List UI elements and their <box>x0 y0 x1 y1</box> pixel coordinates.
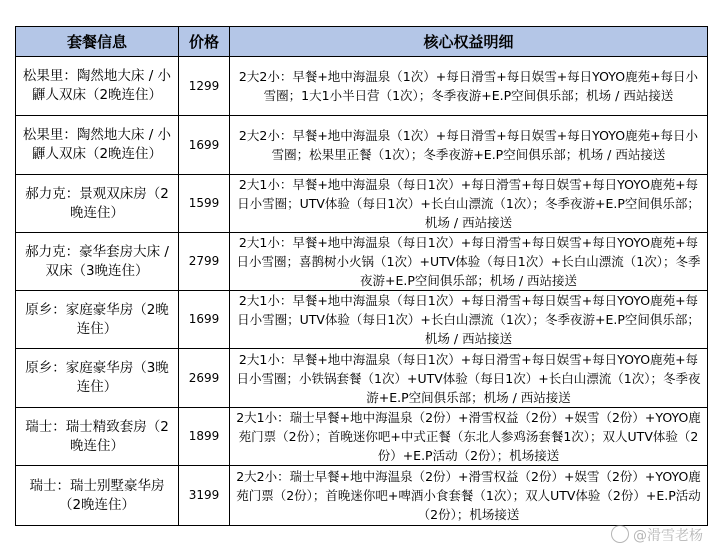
benefits-cell: 2大1小：早餐+地中海温泉（每日1次）+每日滑雪+每日娱雪+每日YOYO鹿苑+每日小雪圈；小铁锅套餐（1次）+UTV体验（每日1次）+长白山漂流（1次）；冬季夜游+E.P空间俱乐部；机场 / 西站接送 <box>230 349 708 408</box>
header-price: 价格 <box>179 27 230 57</box>
header-package: 套餐信息 <box>16 27 179 57</box>
price-cell: 1599 <box>179 175 230 233</box>
benefits-cell: 2大1小：瑞士早餐+地中海温泉（2份）+滑雪权益（2份）+娱雪（2份）+YOYO鹿苑门票（2份）；首晚迷你吧+中式正餐（东北人参鸡汤套餐1次）；双人UTV体验（2份）+E.P活动（2份）；机场接送 <box>230 408 708 466</box>
package-cell: 郝力克：景观双床房（2晚连住） <box>16 175 179 233</box>
package-cell: 松果里：陶然地大床 / 小鼲人双床（2晚连住） <box>16 57 179 116</box>
table-row <box>16 408 708 466</box>
table-row <box>16 233 708 291</box>
table-row <box>16 175 708 233</box>
price-cell: 1899 <box>179 408 230 466</box>
package-cell: 郝力克：豪华套房大床 / 双床（3晚连住） <box>16 233 179 291</box>
package-cell: 原乡：家庭豪华房（2晚连住） <box>16 291 179 349</box>
watermark <box>611 525 703 545</box>
benefits-cell: 2大2小：早餐+地中海温泉（1次）+每日滑雪+每日娱雪+每日YOYO鹿苑+每日小雪圈；1大1小半日营（1次）；冬季夜游+E.P空间俱乐部；机场 / 西站接送 <box>230 57 708 116</box>
price-cell: 1699 <box>179 116 230 175</box>
price-cell: 1299 <box>179 57 230 116</box>
header-benefits: 核心权益明细 <box>230 27 708 57</box>
price-cell: 2799 <box>179 233 230 291</box>
watermark-text: @滑雪老杨 <box>633 528 703 544</box>
account-circle-icon <box>611 525 629 543</box>
price-cell: 3199 <box>179 466 230 526</box>
table-row <box>16 116 708 175</box>
package-cell: 松果里：陶然地大床 / 小鼲人双床（2晚连住） <box>16 116 179 175</box>
header-row <box>16 27 708 57</box>
package-cell: 瑞士：瑞士别墅豪华房（2晚连住） <box>16 466 179 526</box>
package-table <box>15 26 708 526</box>
table-row <box>16 57 708 116</box>
benefits-cell: 2大2小：瑞士早餐+地中海温泉（2份）+滑雪权益（2份）+娱雪（2份）+YOYO鹿苑门票（2份）；首晚迷你吧+啤酒小食套餐（1次）；双人UTV体验（2份）+E.P活动（2份）；机场接送 <box>230 466 708 526</box>
price-cell: 1699 <box>179 291 230 349</box>
package-cell: 原乡：家庭豪华房（3晚连住） <box>16 349 179 408</box>
table-row <box>16 291 708 349</box>
benefits-cell: 2大2小：早餐+地中海温泉（1次）+每日滑雪+每日娱雪+每日YOYO鹿苑+每日小雪圈；松果里正餐（1次）；冬季夜游+E.P空间俱乐部；机场 / 西站接送 <box>230 116 708 175</box>
price-cell: 2699 <box>179 349 230 408</box>
benefits-cell: 2大1小：早餐+地中海温泉（每日1次）+每日滑雪+每日娱雪+每日YOYO鹿苑+每日小雪圈；UTV体验（每日1次）+长白山漂流（1次）；冬季夜游+E.P空间俱乐部；机场 / 西站接送 <box>230 291 708 349</box>
package-cell: 瑞士：瑞士精致套房（2晚连住） <box>16 408 179 466</box>
table-row <box>16 349 708 408</box>
benefits-cell: 2大1小：早餐+地中海温泉（每日1次）+每日滑雪+每日娱雪+每日YOYO鹿苑+每日小雪圈；UTV体验（每日1次）+长白山漂流（1次）；冬季夜游+E.P空间俱乐部；机场 / 西站接送 <box>230 175 708 233</box>
table-row <box>16 466 708 526</box>
benefits-cell: 2大1小：早餐+地中海温泉（每日1次）+每日滑雪+每日娱雪+每日YOYO鹿苑+每日小雪圈；喜鹊树小火锅（1次）+UTV体验（每日1次）+长白山漂流（1次）；冬季夜游+E.P空间俱乐部；机场 / 西站接送 <box>230 233 708 291</box>
